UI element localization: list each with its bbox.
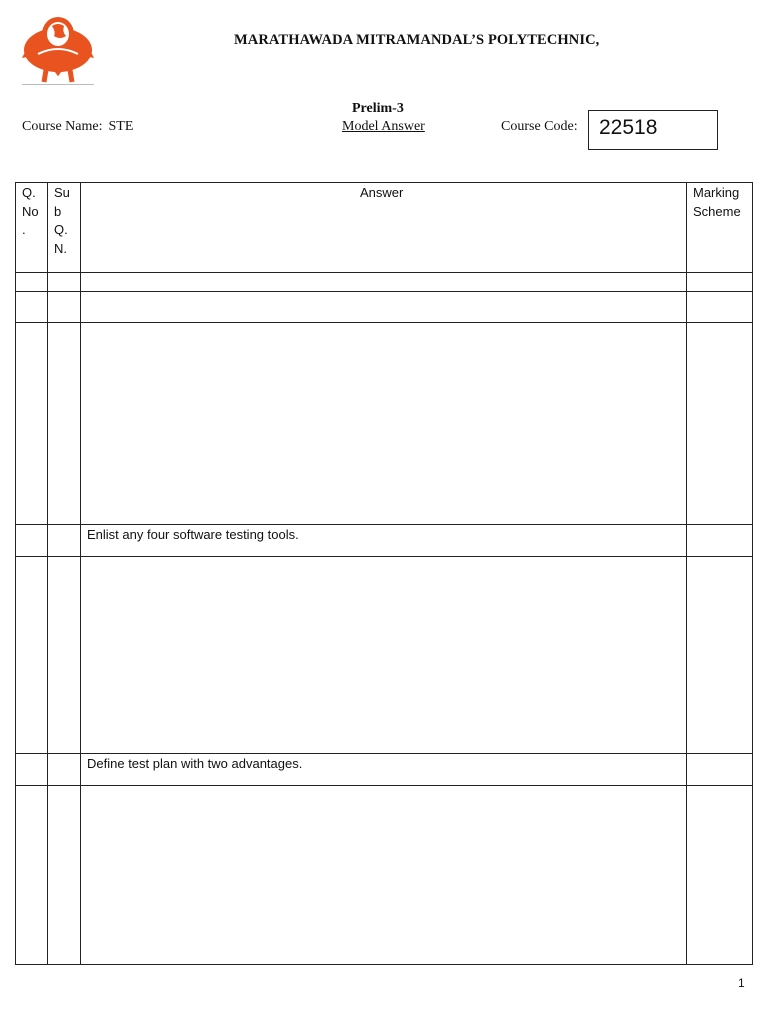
course-name-field: [22, 119, 133, 135]
institution-name: MARATHAWADA MITRAMANDAL’S POLYTECHNIC,: [234, 32, 600, 48]
col-header-qno: Q. No .: [22, 185, 39, 237]
table-row-line: [15, 524, 753, 525]
course-code-label: Course Code:: [501, 119, 578, 134]
page-number: 1: [738, 976, 745, 990]
table-col-line: [47, 182, 48, 965]
table-row-line: [15, 753, 753, 754]
table-col-line: [15, 182, 16, 965]
table-row-line: [15, 182, 753, 183]
col-header-answer: Answer: [360, 185, 404, 200]
table-col-line: [752, 182, 753, 965]
exam-title: Prelim-3: [352, 101, 404, 116]
institute-logo-icon: [20, 14, 96, 86]
table-col-line: [80, 182, 81, 965]
table-row-line: [15, 556, 753, 557]
table-col-line: [686, 182, 687, 965]
table-row-line: [15, 291, 753, 292]
course-name-value: STE: [108, 119, 134, 134]
answer-table: [15, 182, 753, 965]
logo-rule: [22, 84, 94, 85]
question-text: Enlist any four software testing tools.: [87, 527, 299, 542]
table-row-line: [15, 785, 753, 786]
table-row-line: [15, 272, 753, 273]
col-header-marking: Marking Scheme: [693, 185, 741, 219]
question-text: Define test plan with two advantages.: [87, 756, 303, 771]
course-name-label: Course Name:: [22, 119, 103, 134]
table-row-line: [15, 964, 753, 965]
course-code-box: 22518: [588, 110, 718, 150]
table-row-line: [15, 322, 753, 323]
col-header-subq: Su b Q. N.: [54, 185, 70, 256]
document-subtitle: Model Answer: [342, 119, 425, 134]
